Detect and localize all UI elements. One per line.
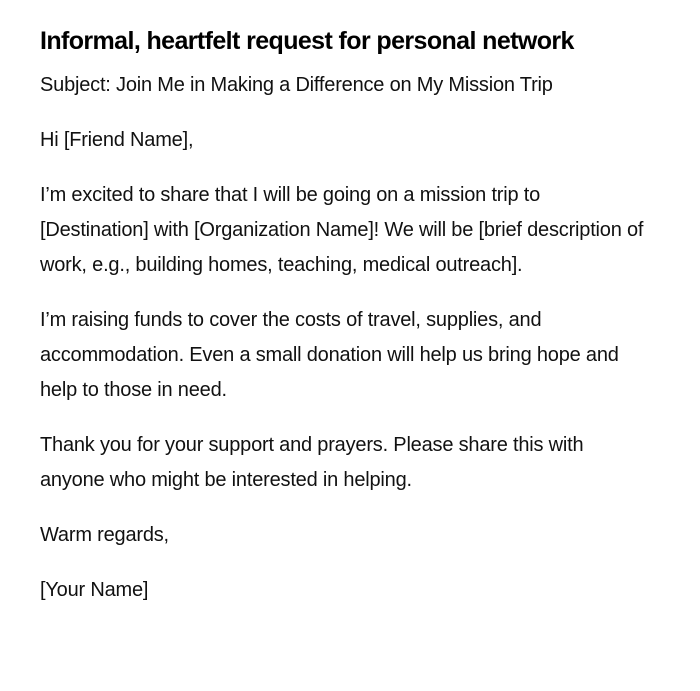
subject-line: Subject: Join Me in Making a Difference on My Mission Trip — [40, 74, 553, 96]
greeting: Hi [Friend Name], — [40, 129, 194, 151]
body-paragraph-thanks: Thank you for your support and prayers. Please share this with anyone who might be interested in helping. — [40, 434, 584, 491]
signature: [Your Name] — [40, 579, 149, 601]
page-title: Informal, heartfelt request for personal network — [40, 27, 574, 55]
body-paragraph-funds: I’m raising funds to cover the costs of travel, supplies, and accommodation. Even a small donation will help us bring hope and help to those in need. — [40, 309, 619, 401]
closing: Warm regards, — [40, 524, 169, 546]
body-paragraph-intro: I’m excited to share that I will be going on a mission trip to [Destination] with [Organization Name]! We will be [brief description of work, e.g., building homes, teaching, medical outreach]. — [40, 184, 644, 276]
